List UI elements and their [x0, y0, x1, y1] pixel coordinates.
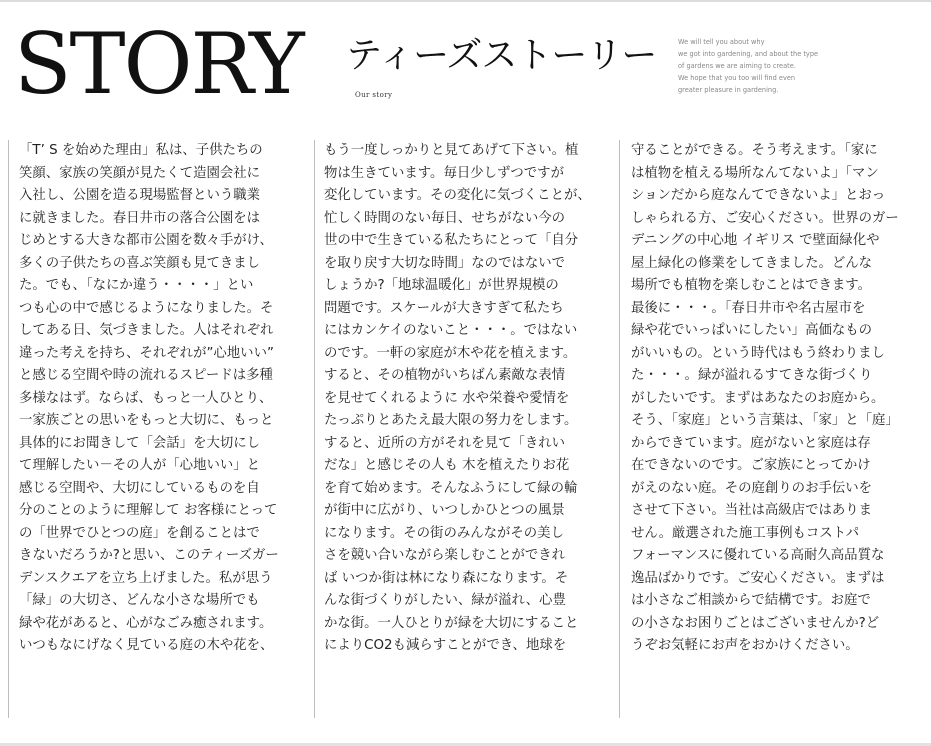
text-line: を見せてくれるように 水や栄養や愛情を	[324, 390, 570, 406]
text-line: つも心の中で感じるようになりました。そ	[19, 300, 274, 316]
text-line: 世の中で生きている私たちにとって「自分	[324, 233, 579, 248]
story-column-2	[324, 140, 591, 658]
text-line: じめとする大きな都市公園を数々手がけ、	[19, 233, 273, 248]
text-line: 忙しく時間のない毎日、せちがない今の	[324, 210, 566, 226]
intro-line: We will tell you about why	[678, 38, 765, 46]
text-line: いつもなにげなく見ている庭の木や花を、	[19, 638, 274, 653]
text-line: たっぷりとあたえ最大限の努力をします。	[324, 413, 578, 428]
text-line: フォーマンスに優れている高耐久高品質な	[631, 548, 885, 563]
subtitle: Our story	[355, 91, 393, 99]
text-line: んな街づくりがしたい、緑が溢れ、心豊	[324, 593, 566, 608]
text-line: 屋上緑化の修業をしてきました。どんな	[631, 255, 873, 271]
text-line: 「緑」の大切さ、どんな小さな場所でも	[19, 593, 260, 608]
story-column-3	[631, 140, 899, 658]
text-line: て理解したい－その人が「心地いい」と	[19, 458, 261, 473]
column-divider	[314, 140, 315, 718]
text-line: そう、「家庭」という言葉は、「家」と「庭」	[631, 413, 899, 428]
text-line: 笑顔、家族の笑顔が見たくて造園会社に	[19, 165, 261, 181]
text-line: 「T’ S を始めた理由」私は、子供たちの	[19, 143, 263, 158]
text-line: が街中に広がり、いつしかひとつの風景	[324, 503, 565, 518]
text-line: のです。一軒の家庭が木や花を植えます。	[324, 345, 577, 361]
text-line: させて下さい。当社は高級店ではありま	[631, 503, 873, 518]
text-line: 多くの子供たちの喜ぶ笑顔も見てきまし	[19, 255, 261, 271]
text-line: 一家族ごとの思いをもっと大切に、もっと	[19, 413, 274, 428]
text-line: がえのない庭。その庭創りのお手伝いを	[631, 480, 873, 496]
text-line: と感じる空間や時の流れるスピードは多種	[19, 368, 273, 383]
text-line: 場所でも植物を楽しむことはできます。	[631, 278, 871, 293]
page-title: STORY	[14, 15, 303, 113]
text-line: デンスクエアを立ち上げました。私が思う	[19, 570, 273, 586]
text-line: 物は生きています。毎日少しずつですが	[324, 165, 564, 181]
text-line: すると、近所の方がそれを見て「きれい	[324, 435, 566, 451]
text-line: ションだから庭なんてできないよ」とおっ	[631, 188, 886, 203]
text-line: 守ることができる。そう考えます。「家に	[631, 143, 878, 158]
text-line: からできています。庭がないと家庭は存	[631, 435, 871, 451]
text-line: た・・・。緑が溢れるすてきな街づくり	[631, 368, 873, 383]
text-line: しょうか?「地球温暖化」が世界規模の	[324, 278, 559, 293]
japanese-title: ティーズストーリー	[346, 35, 657, 76]
text-line: きないだろうか?と思い、このティーズガー	[19, 548, 279, 563]
text-line: の「世界でひとつの庭」を創ることはで	[19, 525, 260, 541]
story-column-1	[19, 140, 279, 658]
column-divider	[619, 140, 620, 718]
text-line: 最後に・・・。「春日井市や名古屋市を	[631, 300, 866, 316]
text-line: は小さなご相談からで結構です。お庭で	[631, 593, 871, 608]
intro-line: We hope that you too will find even	[678, 74, 796, 82]
text-line: すると、その植物がいちばん素敵な表情	[324, 368, 566, 383]
intro-line: we got into gardening, and about the type	[678, 50, 819, 58]
text-line: 緑や花でいっぱいにしたい」高価なもの	[631, 323, 873, 338]
intro-line: greater pleasure in gardening.	[678, 86, 779, 94]
text-line: うぞお気軽にお声をおかけください。	[631, 638, 859, 653]
text-line: 入社し、公園を造る現場監督という職業	[19, 188, 261, 203]
text-line: しゃられる方、ご安心ください。世界のガー	[631, 210, 899, 226]
text-line: 緑や花があると、心がなごみ癒されます。	[19, 615, 273, 631]
text-line: 違った考えを持ち、それぞれが”心地いい”	[19, 345, 274, 361]
text-line: 具体的にお聞きして「会話」を大切にし	[19, 435, 261, 451]
text-line: に就きました。春日井市の落合公園をは	[19, 210, 261, 226]
text-line: 変化しています。その変化に気づくことが、	[324, 188, 591, 203]
text-line: になります。その街のみんながその美し	[324, 525, 564, 541]
text-line: かな街。一人ひとりが緑を大切にすること	[324, 615, 579, 631]
text-line: デニングの中心地 イギリス で壁面緑化や	[631, 233, 880, 248]
text-line: を取り戻す大切な時間」なのではないで	[324, 255, 566, 271]
text-line: さを競い合いながら楽しむことができれ	[324, 548, 566, 563]
text-line: にはカンケイのないこと・・・。ではない	[324, 323, 578, 338]
text-line: を育て始めます。そんなふうにして緑の輪	[324, 480, 578, 496]
text-line: してある日、気づきました。人はそれぞれ	[19, 323, 274, 338]
text-line: がしたいです。まずはあなたのお庭から。	[631, 390, 885, 406]
text-line: の小さなお困りごとはございませんか?ど	[631, 615, 880, 631]
text-line: 逸品ばかりです。ご安心ください。まずは	[631, 570, 885, 586]
text-line: によりCO2も減らすことができ、地球を	[324, 638, 567, 653]
text-line: は植物を植える場所なんてないよ」「マン	[631, 165, 879, 181]
text-line: 感じる空間や、大切にしているものを自	[19, 480, 260, 496]
text-line: た。でも、「なにか違う・・・・」とい	[19, 278, 254, 293]
text-line: 多様なはず。ならば、もっと一人ひとり、	[19, 390, 273, 406]
text-line: もう一度しっかりと見てあげて下さい。植	[324, 143, 579, 158]
column-divider	[8, 140, 9, 718]
text-line: ば いつか街は林になり森になります。そ	[324, 570, 569, 586]
text-line: 問題です。スケールが大きすぎて私たち	[324, 300, 564, 316]
top-border	[0, 0, 931, 2]
text-line: 在できないのです。ご家族にとってかけ	[631, 458, 871, 473]
intro-line: of gardens we are aiming to create.	[678, 62, 796, 70]
text-line: がいいもの。という時代はもう終わりまし	[631, 345, 885, 361]
text-line: せん。厳選された施工事例もコストパ	[631, 525, 860, 541]
text-line: だな」と感じその人も 木を植えたりお花	[324, 458, 570, 473]
intro-text	[678, 36, 928, 96]
text-line: 分のことのように理解して お客様にとって	[19, 503, 278, 518]
